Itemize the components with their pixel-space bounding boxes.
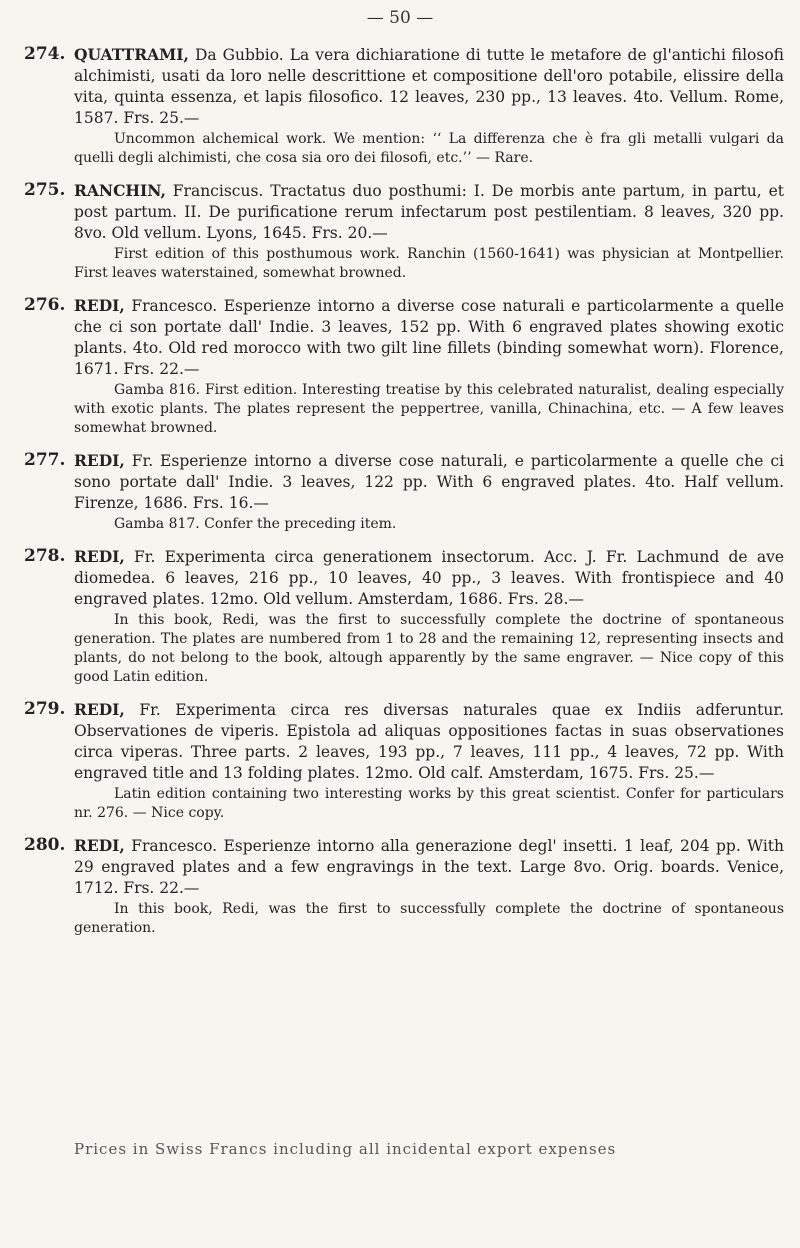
- entry-note: Latin edition containing two interesting works by this great scientist. Confer for particulars nr. 276. — Nice copy.: [74, 786, 784, 821]
- entry-text: Da Gubbio. La vera dichiaratione di tutte le metafore de gl'antichi filosofi alchimisti, usati da loro nelle descrittione et compositione dell'oro potabile, elissire della vita, quinta essenza, et lapis filosofico. 12 leaves, 230 pp., 13 leaves. 4to. Vellum. Rome, 1587.: [74, 46, 784, 127]
- catalogue-entry: [24, 699, 784, 823]
- entry-price: Frs. 25.—: [638, 764, 715, 782]
- entry-author: REDI,: [74, 547, 125, 566]
- entry-price: Frs. 20.—: [311, 224, 388, 242]
- catalogue-entry: [24, 180, 784, 283]
- entry-text: Fr. Esperienze intorno a diverse cose naturali, e particolarmente a quelle che ci sono portate dall' Indie. 3 leaves, 122 pp. With 6 engraved plates. 4to. Half vellum. Firenze, 1686.: [74, 452, 784, 512]
- catalogue-entry: [24, 546, 784, 687]
- entry-note: Gamba 816. First edition. Interesting treatise by this celebrated naturalist, dealing especially with exotic plants. The plates represent the peppertree, vanilla, Chinachina, etc. — A few leaves somewhat browned.: [74, 382, 784, 436]
- entry-author: REDI,: [74, 836, 125, 855]
- entry-number: 277.: [24, 450, 66, 470]
- entry-list: [24, 44, 784, 950]
- catalogue-entry: [24, 295, 784, 438]
- catalogue-entry: [24, 450, 784, 534]
- entry-text: Fr. Experimenta circa generationem insectorum. Acc. J. Fr. Lachmund de ave diomedea. 6 leaves, 216 pp., 10 leaves, 40 pp., 3 leaves. With frontispiece and 40 engraved plates. 12mo. Old vellum. Amsterdam, 1686.: [74, 548, 784, 608]
- entry-note: Gamba 817. Confer the preceding item.: [114, 516, 397, 532]
- entry-note: First edition of this posthumous work. Ranchin (1560-1641) was physician at Montpellier. First leaves waterstained, somewhat browned.: [74, 246, 784, 281]
- entry-number: 280.: [24, 835, 66, 855]
- entry-number: 278.: [24, 546, 66, 566]
- entry-price: Frs. 28.—: [507, 590, 584, 608]
- entry-note: In this book, Redi, was the first to successfully complete the doctrine of spontaneous generation.: [74, 901, 784, 936]
- entry-price: Frs. 22.—: [123, 879, 200, 897]
- entry-author: REDI,: [74, 451, 125, 470]
- entry-price: Frs. 25.—: [123, 109, 200, 127]
- catalogue-entry: [24, 44, 784, 168]
- entry-number: 275.: [24, 180, 66, 200]
- entry-note: In this book, Redi, was the first to successfully complete the doctrine of spontaneous generation. The plates are numbered from 1 to 28 and the remaining 12, representing insects and plants, do not belong to the book, altough apparently by the same engraver. — Nice copy of this good Latin edition.: [74, 612, 784, 685]
- entry-note: Uncommon alchemical work. We mention: ‘‘ La differenza che è fra gli metalli vulgari da quelli degli alchimisti, che cosa sia oro dei filosofi, etc.’’ — Rare.: [74, 131, 784, 166]
- entry-text: Franciscus. Tractatus duo posthumi: I. De morbis ante partum, in partu, et post partum. II. De purificatione rerum infectarum post pestilentiam. 8 leaves, 320 pp. 8vo. Old vellum. Lyons, 1645.: [74, 182, 784, 242]
- price-footnote: Prices in Swiss Francs including all incidental export expenses: [74, 1140, 617, 1158]
- entry-price: Frs. 16.—: [192, 494, 269, 512]
- catalogue-entry: [24, 835, 784, 938]
- entry-author: QUATTRAMI,: [74, 45, 189, 64]
- entry-number: 274.: [24, 44, 66, 64]
- entry-author: REDI,: [74, 700, 125, 719]
- entry-author: RANCHIN,: [74, 181, 166, 200]
- entry-author: REDI,: [74, 296, 125, 315]
- page-number: — 50 —: [366, 8, 434, 28]
- entry-text: Fr. Experimenta circa res diversas naturales quae ex Indiis adferuntur. Observationes de viperis. Epistola ad aliquas oppositiones factas in suas observationes circa viperas. Three parts. 2 leaves, 193 pp., 7 leaves, 111 pp., 4 leaves, 72 pp. With engraved title and 13 folding plates. 12mo. Old calf. Amsterdam, 1675.: [74, 701, 784, 782]
- entry-text: Francesco. Esperienze intorno alla generazione degl' insetti. 1 leaf, 204 pp. With 29 engraved plates and a few engravings in the text. Large 8vo. Orig. boards. Venice, 1712.: [74, 837, 784, 897]
- entry-number: 279.: [24, 699, 66, 719]
- entry-price: Frs. 22.—: [123, 360, 200, 378]
- entry-number: 276.: [24, 295, 66, 315]
- entry-text: Francesco. Esperienze intorno a diverse cose naturali e particolarmente a quelle che ci son portate dall' Indie. 3 leaves, 152 pp. With 6 engraved plates showing exotic plants. 4to. Old red morocco with two gilt line fillets (binding somewhat worn). Florence, 1671.: [74, 297, 784, 378]
